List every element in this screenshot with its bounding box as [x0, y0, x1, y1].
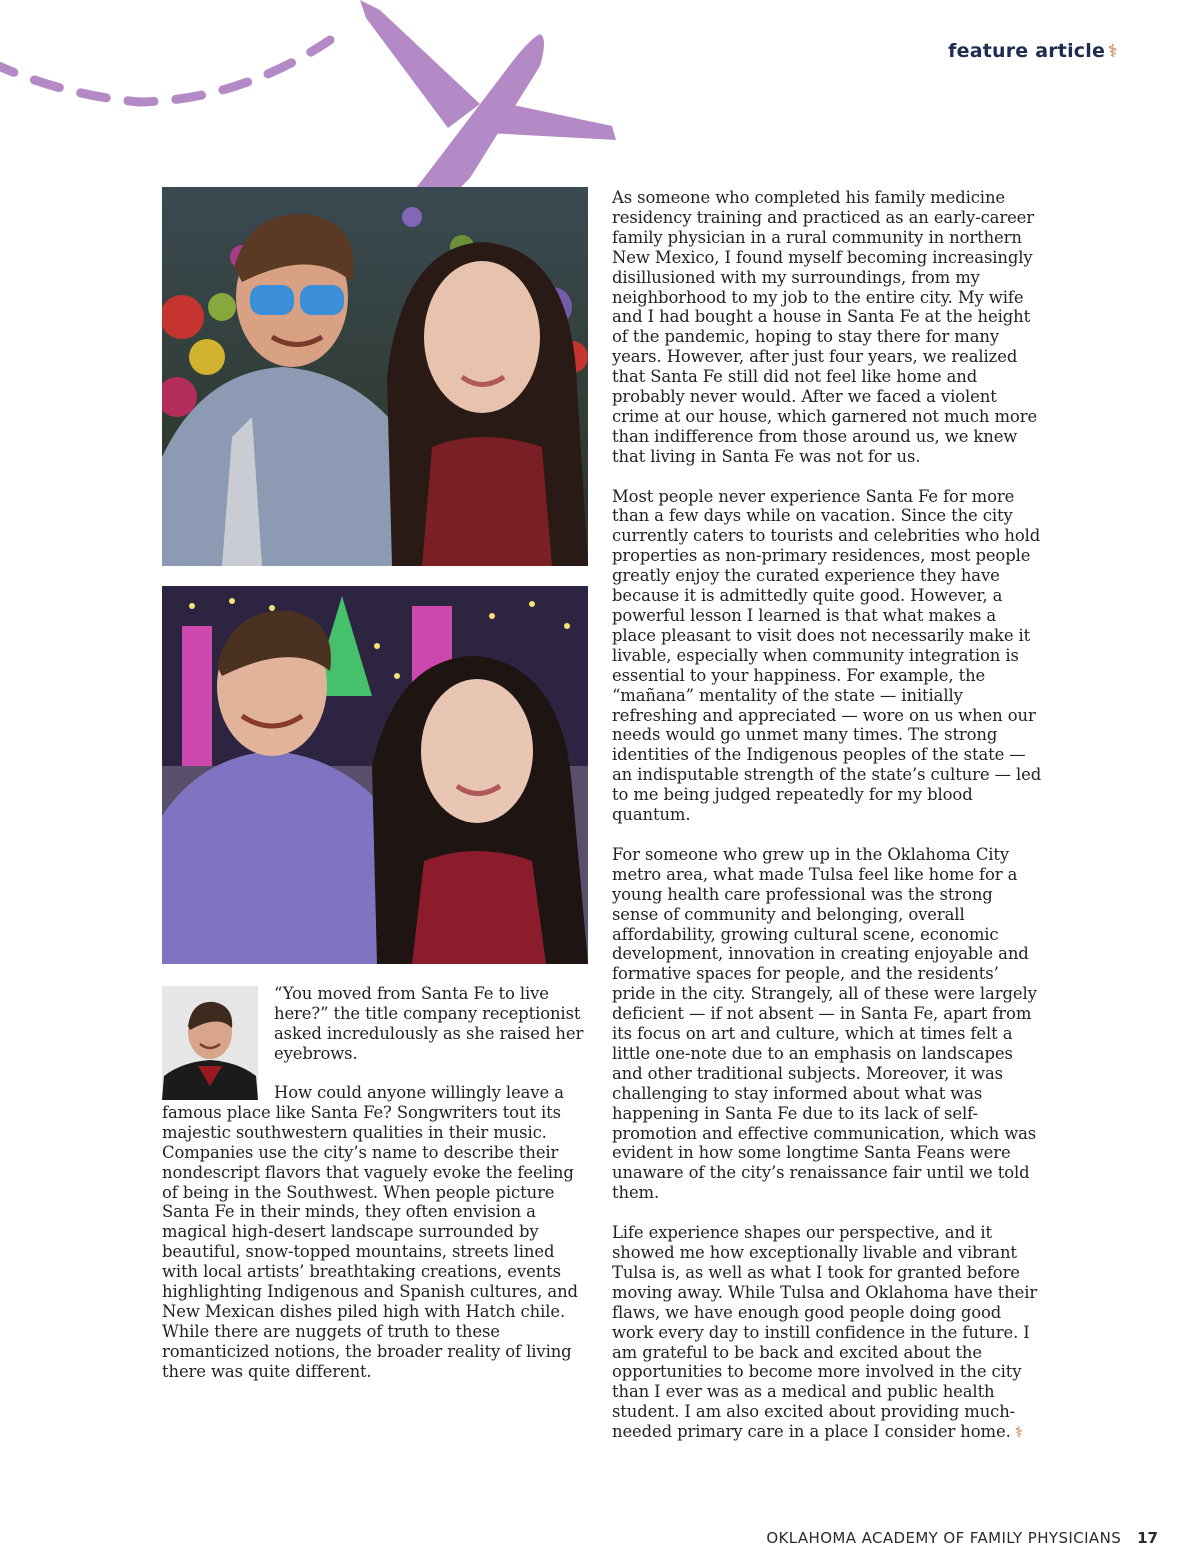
page-number: 17	[1137, 1529, 1158, 1547]
page-footer	[766, 1529, 1158, 1547]
left-paragraph: How could anyone willingly leave a famous place like Santa Fe? Songwriters tout its majestic southwestern qualities in their music. Companies use the city’s name to describe their nondescript flavors that vaguely evoke the feeling of being in the Southwest. When people picture Santa Fe in their minds, they often envision a magical high-desert landscape surrounded by beautiful, snow-topped mountains, streets lined with local artists’ breathtaking creations, events highlighting Indigenous and Spanish cultures, and New Mexican dishes piled high with Hatch chile. While there are nuggets of truth to these romanticized notions, the broader reality of living there was quite different.	[162, 1083, 578, 1381]
section-label	[948, 40, 1118, 62]
right-paragraph-2: Most people never experience Santa Fe for more than a few days while on vacation. Since the city currently caters to tourists and celebrities who hold properties as non-primary residences, most people greatly enjoy the curated experience they have because it is admittedly quite good. However, a powerful lesson I learned is that what makes a place pleasant to visit does not necessarily make it livable, especially when community integration is essential to your happiness. For example, the “mañana” mentality of the state — initially refreshing and appreciated — wore on us when our needs would go unmet many times. The strong identities of the Indigenous peoples of the state — an indisputable strength of the state’s culture — led to me being judged repeatedly for my blood quantum.	[612, 486, 1042, 825]
section-label-text: feature article	[948, 40, 1106, 62]
caduceus-icon: ⚕	[1108, 41, 1118, 62]
article-left-column	[162, 1083, 592, 1401]
intro-paragraph: “You moved from Santa Fe to live here?” the title company receptionist asked incredulously as she raised her eyebrows.	[274, 984, 584, 1063]
right-paragraph-3: For someone who grew up in the Oklahoma City metro area, what made Tulsa feel like home for a young health care professional was the strong sense of community and belonging, overall affordability, growing cultural scene, economic development, innovation in creating enjoyable and formative spaces for people, and the residents’ pride in the city. Strangely, all of these were largely deficient — if not absent — in Santa Fe, apart from its focus on art and culture, which at times felt a little one-note due to an emphasis on landscapes and other traditional subjects. Moreover, it was challenging to stay informed about what was happening in Santa Fe due to its lack of self-promotion and effective communication, which was evident in how some longtime Santa Feans were unaware of the city’s renaissance fair until we told them.	[612, 844, 1037, 1203]
article-right-column	[612, 188, 1044, 1463]
article-intro	[274, 984, 596, 1084]
couple-garden-photo	[162, 187, 588, 566]
right-paragraph-1: As someone who completed his family medicine residency training and practiced as an early-career family physician in a rural community in northern New Mexico, I found myself becoming increasingly disillusioned with my surroundings, from my neighborhood to my job to the entire city. My wife and I had bought a house in Santa Fe at the height of the pandemic, hoping to stay there for many years. However, after just four years, we realized that Santa Fe still did not feel like home and probably never would. After we faced a violent crime at our house, which garnered not much more than indifference from those around us, we knew that living in Santa Fe was not for us.	[612, 188, 1038, 466]
caduceus-end-icon: ⚕	[1014, 1423, 1023, 1442]
publication-name: OKLAHOMA ACADEMY OF FAMILY PHYSICIANS	[766, 1529, 1122, 1547]
right-paragraph-4	[612, 1223, 1044, 1443]
couple-plaza-photo	[162, 586, 588, 964]
last-paragraph-text: Life experience shapes our perspective, and it showed me how exceptionally livable and vibrant Tulsa is, as well as what I took for granted before moving away. While Tulsa and Oklahoma have their flaws, we have enough good people doing good work every day to instill confidence in the future. I am grateful to be back and excited about the opportunities to become more involved in the city than I ever was as a medical and public health student. I am also excited about providing much-needed primary care in a place I consider home.	[612, 1223, 1038, 1442]
